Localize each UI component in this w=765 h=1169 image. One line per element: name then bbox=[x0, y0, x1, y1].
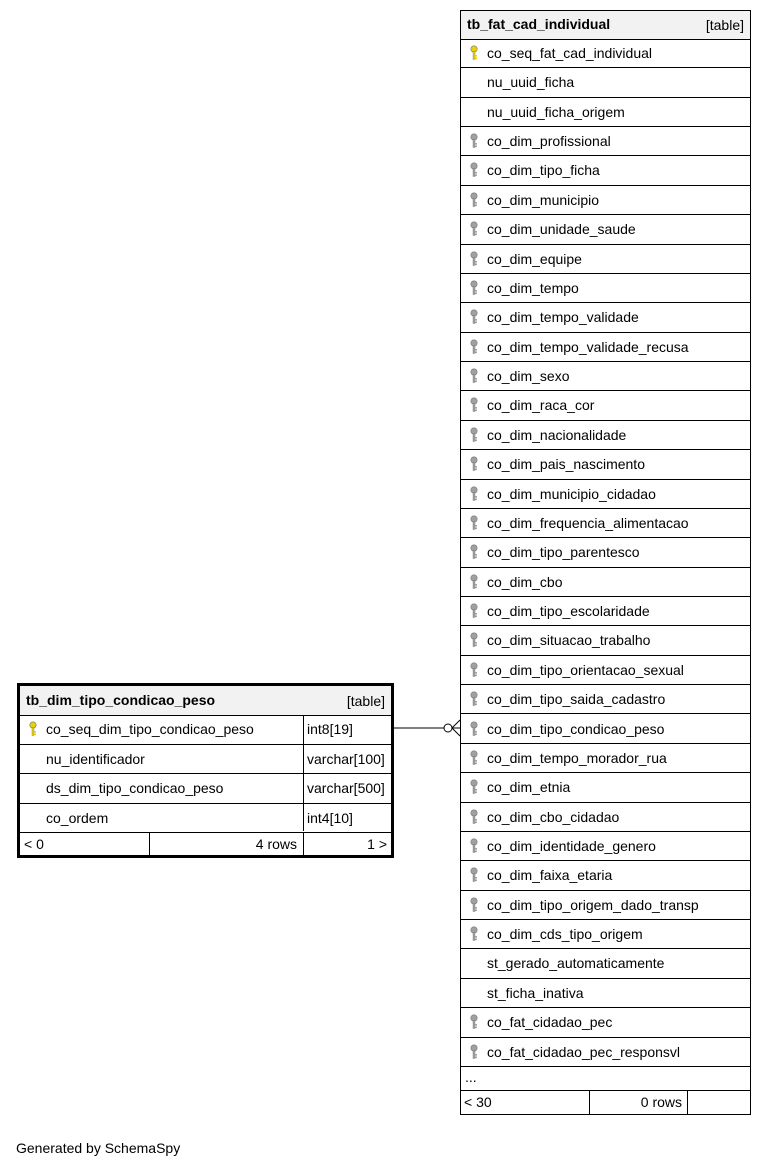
table-row[interactable] bbox=[461, 568, 750, 597]
table-row[interactable] bbox=[461, 39, 750, 68]
column-name: co_dim_tempo_validade bbox=[487, 309, 639, 326]
table-kind: [table] bbox=[346, 693, 385, 709]
column-name: co_dim_profissional bbox=[487, 133, 611, 150]
column-name: co_dim_cbo_cidadao bbox=[487, 808, 620, 825]
column-name: co_dim_raca_cor bbox=[487, 397, 595, 414]
table-row[interactable] bbox=[461, 1008, 750, 1037]
foreign-key-icon bbox=[469, 515, 479, 531]
table-header bbox=[461, 11, 750, 40]
table-row[interactable] bbox=[461, 803, 750, 832]
column-name: co_dim_tipo_parentesco bbox=[487, 544, 640, 561]
column-name: co_dim_municipio_cidadao bbox=[487, 485, 656, 502]
column-name: nu_uuid_ficha bbox=[487, 74, 575, 91]
foreign-key-icon bbox=[469, 544, 479, 560]
table-row[interactable] bbox=[461, 832, 750, 861]
parents-count[interactable]: < 0 bbox=[24, 836, 44, 852]
table-tb-fat-cad-individual[interactable] bbox=[460, 10, 751, 1115]
column-name: co_ordem bbox=[46, 809, 109, 826]
column-name: co_dim_unidade_saude bbox=[487, 221, 636, 238]
table-row[interactable] bbox=[461, 303, 750, 332]
column-name: co_dim_tempo_validade_recusa bbox=[487, 338, 689, 355]
table-row[interactable] bbox=[20, 715, 391, 745]
column-type: varchar[100] bbox=[307, 750, 385, 767]
foreign-key-icon bbox=[469, 809, 479, 825]
column-type: int8[19] bbox=[307, 721, 353, 737]
zero-cardinality-icon bbox=[444, 724, 452, 732]
foreign-key-icon bbox=[469, 721, 479, 737]
column-name: co_dim_tipo_escolaridade bbox=[487, 603, 650, 620]
foreign-key-icon bbox=[469, 427, 479, 443]
column-name: co_dim_cds_tipo_origem bbox=[487, 926, 643, 943]
column-type: varchar[500] bbox=[307, 780, 385, 796]
foreign-key-icon bbox=[469, 691, 479, 707]
footer-divider bbox=[589, 1091, 590, 1114]
foreign-key-icon bbox=[469, 162, 479, 178]
table-row[interactable] bbox=[461, 656, 750, 685]
table-row[interactable] bbox=[461, 949, 750, 978]
foreign-key-icon bbox=[469, 339, 479, 355]
table-row[interactable] bbox=[461, 626, 750, 655]
many-crowfoot-icon bbox=[452, 728, 460, 736]
column-name: co_dim_municipio bbox=[487, 191, 600, 208]
row-count: 4 rows bbox=[255, 836, 297, 852]
foreign-key-icon bbox=[469, 897, 479, 913]
table-row[interactable] bbox=[461, 215, 750, 244]
column-name: co_dim_nacionalidade bbox=[487, 426, 627, 443]
column-name: ds_dim_tipo_condicao_peso bbox=[46, 780, 224, 796]
column-name: co_dim_tipo_condicao_peso bbox=[487, 720, 665, 737]
table-row[interactable] bbox=[461, 538, 750, 567]
table-row[interactable] bbox=[461, 362, 750, 391]
foreign-key-icon bbox=[469, 1014, 479, 1030]
table-row[interactable] bbox=[461, 744, 750, 773]
column-name: co_dim_situacao_trabalho bbox=[487, 632, 651, 649]
column-name: co_fat_cidadao_pec bbox=[487, 1014, 613, 1031]
column-name: co_dim_sexo bbox=[487, 368, 570, 385]
column-name: co_dim_tempo_morador_rua bbox=[487, 749, 667, 766]
table-name: tb_fat_cad_individual bbox=[467, 16, 611, 32]
column-name: st_gerado_automaticamente bbox=[487, 955, 665, 972]
foreign-key-icon bbox=[469, 309, 479, 325]
table-row[interactable] bbox=[461, 597, 750, 626]
table-row[interactable] bbox=[461, 333, 750, 362]
table-name: tb_dim_tipo_condicao_peso bbox=[26, 692, 216, 708]
foreign-key-icon bbox=[469, 221, 479, 237]
more-columns: ... bbox=[461, 1067, 750, 1091]
table-tb-dim-tipo-condicao-peso[interactable] bbox=[17, 683, 394, 858]
column-name: co_fat_cidadao_pec_responsvl bbox=[487, 1043, 681, 1060]
foreign-key-icon bbox=[469, 662, 479, 678]
table-row[interactable] bbox=[461, 421, 750, 450]
column-name: co_dim_tipo_orientacao_sexual bbox=[487, 661, 684, 678]
many-crowfoot-icon bbox=[452, 720, 460, 728]
primary-key-icon bbox=[28, 721, 38, 737]
column-name: co_seq_fat_cad_individual bbox=[487, 45, 653, 61]
table-row[interactable] bbox=[461, 509, 750, 538]
table-row[interactable] bbox=[20, 745, 391, 775]
table-row[interactable] bbox=[461, 685, 750, 714]
foreign-key-icon bbox=[469, 926, 479, 942]
foreign-key-icon bbox=[469, 251, 479, 267]
table-row[interactable] bbox=[461, 480, 750, 509]
foreign-key-icon bbox=[469, 456, 479, 472]
column-divider bbox=[303, 715, 304, 831]
column-name: co_dim_cbo bbox=[487, 573, 563, 590]
column-name: co_dim_equipe bbox=[487, 250, 582, 267]
footer-divider bbox=[303, 833, 304, 855]
column-name: co_dim_frequencia_alimentacao bbox=[487, 514, 689, 531]
table-row[interactable] bbox=[461, 861, 750, 890]
foreign-key-icon bbox=[469, 867, 479, 883]
column-name: co_dim_tempo bbox=[487, 279, 579, 296]
foreign-key-icon bbox=[469, 368, 479, 384]
column-name: co_dim_pais_nascimento bbox=[487, 456, 645, 473]
column-name: co_dim_tipo_saida_cadastro bbox=[487, 691, 666, 708]
children-count[interactable]: 1 > bbox=[367, 836, 387, 852]
table-row[interactable] bbox=[461, 68, 750, 97]
table-row[interactable] bbox=[461, 274, 750, 303]
table-row[interactable] bbox=[461, 773, 750, 802]
table-row[interactable] bbox=[461, 245, 750, 274]
table-row[interactable] bbox=[461, 891, 750, 920]
column-name: co_dim_faixa_etaria bbox=[487, 867, 613, 884]
row-count: 0 rows bbox=[640, 1094, 682, 1110]
foreign-key-icon bbox=[469, 192, 479, 208]
table-row[interactable] bbox=[461, 127, 750, 156]
generated-by-label: Generated by SchemaSpy bbox=[16, 1140, 181, 1156]
table-kind: [table] bbox=[705, 17, 744, 33]
table-row[interactable] bbox=[461, 391, 750, 420]
column-name: co_dim_tipo_origem_dado_transp bbox=[487, 896, 699, 913]
table-header bbox=[20, 686, 391, 716]
foreign-key-icon bbox=[469, 603, 479, 619]
table-row[interactable] bbox=[461, 979, 750, 1008]
foreign-key-icon bbox=[469, 133, 479, 149]
column-name: co_seq_dim_tipo_condicao_peso bbox=[46, 721, 254, 737]
parents-count[interactable]: < 30 bbox=[464, 1094, 492, 1110]
column-name: co_dim_etnia bbox=[487, 779, 571, 796]
table-row[interactable] bbox=[461, 920, 750, 949]
table-footer bbox=[20, 833, 391, 855]
footer-divider bbox=[149, 833, 150, 855]
foreign-key-icon bbox=[469, 574, 479, 590]
column-name: nu_identificador bbox=[46, 750, 145, 767]
column-name: co_dim_tipo_ficha bbox=[487, 162, 600, 179]
table-row[interactable] bbox=[461, 715, 750, 744]
column-name: nu_uuid_ficha_origem bbox=[487, 103, 625, 120]
table-row[interactable] bbox=[20, 774, 391, 804]
footer-divider bbox=[687, 1091, 688, 1114]
primary-key-icon bbox=[469, 45, 479, 61]
table-footer bbox=[461, 1091, 750, 1115]
table-row[interactable] bbox=[461, 450, 750, 479]
foreign-key-icon bbox=[469, 632, 479, 648]
column-type: int4[10] bbox=[307, 809, 353, 826]
table-row[interactable] bbox=[461, 156, 750, 185]
column-name: st_ficha_inativa bbox=[487, 984, 584, 1001]
column-name: co_dim_identidade_genero bbox=[487, 837, 656, 854]
table-row[interactable] bbox=[461, 98, 750, 127]
foreign-key-icon bbox=[469, 280, 479, 296]
foreign-key-icon bbox=[469, 486, 479, 502]
foreign-key-icon bbox=[469, 779, 479, 795]
foreign-key-icon bbox=[469, 1044, 479, 1060]
foreign-key-icon bbox=[469, 397, 479, 413]
table-row[interactable] bbox=[20, 804, 391, 834]
table-row[interactable] bbox=[461, 186, 750, 215]
foreign-key-icon bbox=[469, 838, 479, 854]
table-row[interactable] bbox=[461, 1038, 750, 1067]
foreign-key-icon bbox=[469, 750, 479, 766]
